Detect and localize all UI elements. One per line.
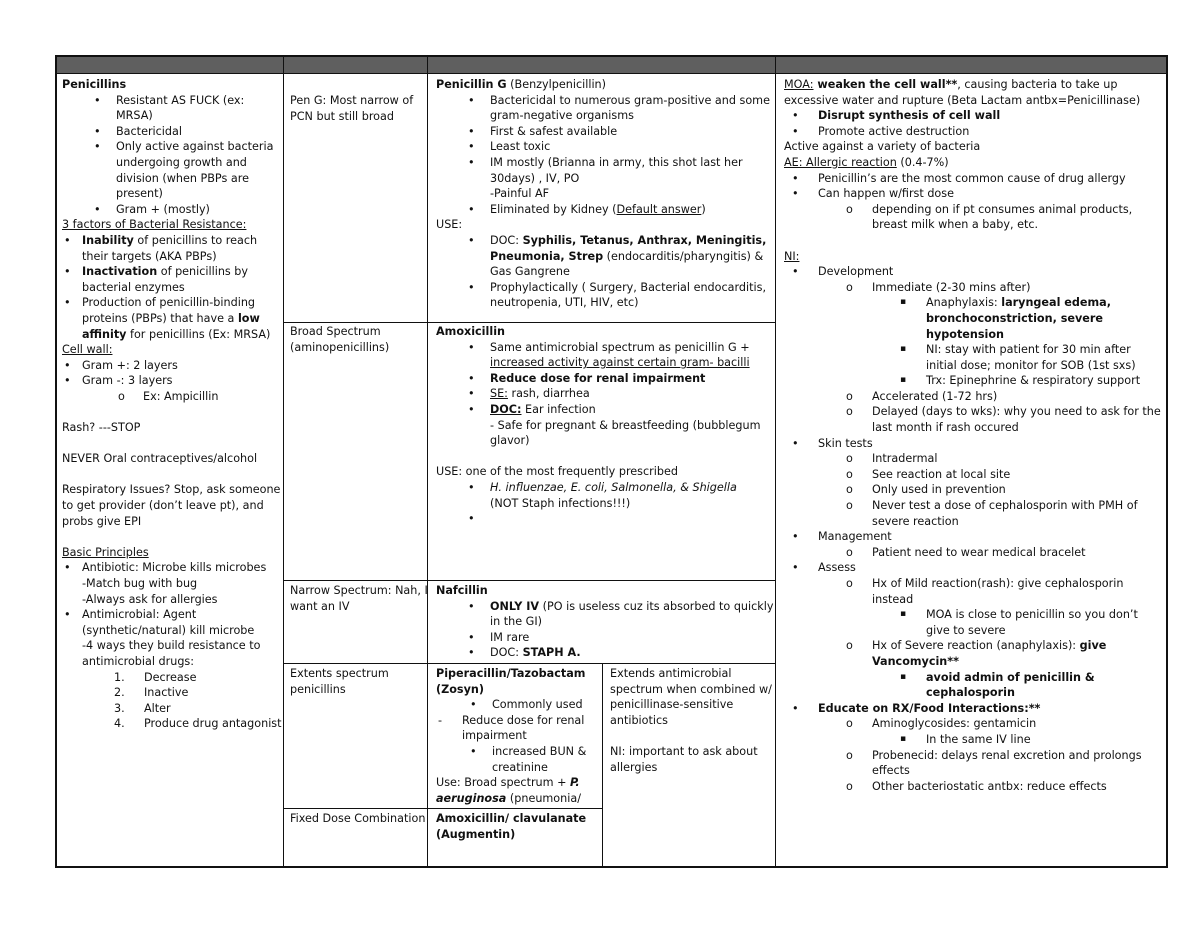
list-item: • Educate on RX/Food Interactions:** — [784, 701, 1164, 717]
row-label: Fixed Dose Combination — [290, 812, 426, 825]
amoxicillin-cell — [436, 324, 781, 579]
list-item: o Probenecid: delays renal excretion and prolongs effects — [784, 748, 1164, 779]
drug-title: Nafcillin — [436, 584, 488, 597]
list-item: o Hx of Mild reaction(rash): give cephalosporin instead — [784, 576, 1164, 607]
list-item: • SE: rash, diarrhea — [436, 386, 781, 402]
list-item: • Management — [784, 529, 1164, 545]
list-item: o Other bacteriostatic antbx: reduce effects — [784, 779, 1164, 795]
list-item: • Gram -: 3 layers — [62, 373, 282, 389]
table-header-bar — [57, 57, 1166, 74]
list-item: • ONLY IV (PO is useless cuz its absorbed to quickly in the GI) — [436, 599, 781, 630]
row-divider — [283, 580, 775, 581]
list-item: • Inability of penicillins to reach their targets (AKA PBPs) — [62, 233, 282, 264]
row-divider — [283, 808, 602, 809]
note-text: Extends antimicrobial spectrum when combined w/ penicillinase-sensitive antibiotics — [610, 667, 772, 727]
use-label: USE: — [436, 218, 463, 232]
extents-label-cell — [290, 666, 428, 697]
list-item: • Gram + (mostly) — [62, 202, 282, 218]
list-item: ▪ Anaphylaxis: laryngeal edema, bronchoconstriction, severe hypotension — [784, 295, 1164, 342]
list-item: • IM rare — [436, 630, 781, 646]
list-item: o Never test a dose of cephalosporin with PMH of severe reaction — [784, 498, 1164, 529]
drug-notes-table — [55, 55, 1168, 868]
penicillin-g-cell — [436, 77, 781, 321]
row-divider — [283, 322, 775, 323]
subheading: Cell wall: — [62, 343, 113, 357]
list-item: • DOC: Syphilis, Tetanus, Anthrax, Meningitis, Pneumonia, Strep (endocarditis/pharyngitis) & Gas Gangrene — [436, 233, 781, 280]
list-item: o Only used in prevention — [784, 482, 1164, 498]
note-text: Rash? ---STOP — [62, 421, 141, 435]
list-item: - Reduce dose for renal impairment — [436, 713, 606, 744]
moa-nursing-cell — [784, 77, 1164, 794]
row-label: Broad Spectrum (aminopenicillins) — [290, 325, 390, 354]
list-item: • DOC: Ear infection - Safe for pregnant & breastfeeding (bubblegum glavor) — [436, 402, 781, 449]
list-item: o Patient need to wear medical bracelet — [784, 545, 1164, 561]
list-item: • Antimicrobial: Agent (synthetic/natural) kill microbe -4 ways they build resistance to antimicrobial drugs: — [62, 607, 282, 669]
note-text: NEVER Oral contraceptives/alcohol — [62, 452, 258, 466]
piperacillin-cell — [436, 666, 606, 807]
list-item: • Eliminated by Kidney (Default answer) — [436, 202, 781, 218]
column-divider — [427, 57, 428, 866]
list-item: • increased BUN & creatinine — [436, 744, 606, 775]
list-item: o Ex: Ampicillin — [62, 389, 282, 405]
note-text: Active against a variety of bacteria — [784, 140, 981, 154]
list-item: ▪ In the same IV line — [784, 732, 1164, 748]
list-item: • Skin tests — [784, 436, 1164, 452]
row-label: Narrow Spectrum: Nah, I want an IV — [290, 584, 428, 613]
list-item: o depending on if pt consumes animal products, breast milk when a baby, etc. — [784, 202, 1164, 233]
pen-g-label-cell — [290, 93, 428, 124]
list-item: • Least toxic — [436, 139, 781, 155]
list-item: • Inactivation of penicillins by bacterial enzymes — [62, 264, 282, 295]
list-item: ▪ Trx: Epinephrine & respiratory support — [784, 373, 1164, 389]
list-item: ▪ MOA is close to penicillin so you don’t give to severe — [784, 607, 1164, 638]
list-item: o Hx of Severe reaction (anaphylaxis): give Vancomycin** — [784, 638, 1164, 669]
row-label: Extents spectrum penicillins — [290, 667, 389, 696]
drug-title: Penicillin G (Benzylpenicillin) — [436, 78, 607, 91]
list-item: • First & safest available — [436, 124, 781, 140]
list-item: • Reduce dose for renal impairment — [436, 371, 781, 387]
row-label: Pen G: Most narrow of PCN but still broad — [290, 94, 414, 123]
list-item: ▪ NI: stay with patient for 30 min after initial dose; monitor for SOB (1st sxs) — [784, 342, 1164, 373]
subheading: Basic Principles — [62, 545, 149, 559]
list-item: • Assess — [784, 560, 1164, 576]
list-item: • Only active against bacteria undergoing growth and division (when PBPs are present) — [62, 139, 282, 201]
list-item: • Same antimicrobial spectrum as penicillin G + increased activity against certain gram- bacilli — [436, 340, 781, 371]
list-item: • Gram +: 2 layers — [62, 358, 282, 374]
list-item: • Bactericidal — [62, 124, 282, 140]
numbered-item: 4. Produce drug antagonist — [114, 717, 282, 731]
fixed-dose-label-cell — [290, 811, 428, 827]
numbered-item: 2. Inactive — [114, 686, 189, 700]
list-item: • IM mostly (Brianna in army, this shot last her 30days) , IV, PO -Painful AF — [436, 155, 781, 202]
use-text: Use: Broad spectrum + P. aeruginosa (pneumonia/ — [436, 776, 581, 805]
nafcillin-cell — [436, 583, 781, 662]
section-title: Penicillins — [62, 78, 127, 91]
subheading: 3 factors of Bacterial Resistance: — [62, 218, 247, 232]
moa-text: MOA: weaken the cell wall**, causing bacteria to take up excessive water and rupture (Beta Lactam antbx=Penicillinase) — [784, 78, 1141, 107]
drug-title: Piperacillin/Tazobactam (Zosyn) — [436, 667, 586, 696]
list-item-empty — [436, 511, 781, 527]
list-item: • Commonly used — [436, 697, 606, 713]
penicillins-overview-cell — [62, 77, 282, 732]
list-item: • Bactericidal to numerous gram-positive and some gram-negative organisms — [436, 93, 781, 124]
numbered-item: 1. Decrease — [114, 670, 197, 684]
extends-spectrum-cell — [610, 666, 778, 775]
list-item: • DOC: STAPH A. — [436, 645, 781, 661]
list-item: • Prophylactically ( Surgery, Bacterial endocarditis, neutropenia, UTI, HIV, etc) — [436, 280, 781, 311]
drug-title: Amoxicillin/ clavulanate (Augmentin) — [436, 812, 587, 841]
list-item: o Accelerated (1-72 hrs) — [784, 389, 1164, 405]
list-item: • H. influenzae, E. coli, Salmonella, & Shigella (NOT Staph infections!!!) — [436, 480, 781, 511]
augmentin-cell — [436, 811, 606, 842]
numbered-item: 3. Alter — [114, 701, 171, 715]
row-divider — [283, 663, 775, 664]
list-item: o See reaction at local site — [784, 467, 1164, 483]
subheading: NI: — [784, 249, 800, 263]
list-item: • Antibiotic: Microbe kills microbes -Match bug with bug -Always ask for allergies — [62, 560, 282, 607]
list-item: o Aminoglycosides: gentamicin — [784, 716, 1164, 732]
list-item: o Delayed (days to wks): why you need to ask for the last month if rash occured — [784, 404, 1164, 435]
ae-heading: AE: Allergic reaction (0.4-7%) — [784, 155, 949, 169]
list-item: ▪ avoid admin of penicillin & cephalosporin — [784, 670, 1164, 701]
list-item: • Penicillin’s are the most common cause of drug allergy — [784, 171, 1164, 187]
note-text: Respiratory Issues? Stop, ask someone to get provider (don’t leave pt), and probs give EPI — [62, 483, 281, 528]
list-item: • Promote active destruction — [784, 124, 1164, 140]
list-item: • Can happen w/first dose — [784, 186, 1164, 202]
drug-title: Amoxicillin — [436, 325, 505, 338]
list-item: o Intradermal — [784, 451, 1164, 467]
list-item: • Resistant AS FUCK (ex: MRSA) — [62, 93, 282, 124]
list-item: • Production of penicillin-binding proteins (PBPs) that have a low affinity for penicillins (Ex: MRSA) — [62, 295, 282, 342]
list-item: • Disrupt synthesis of cell wall — [784, 108, 1164, 124]
note-text: NI: important to ask about allergies — [610, 744, 758, 774]
broad-spectrum-label-cell — [290, 324, 428, 355]
use-label: USE: one of the most frequently prescribed — [436, 465, 678, 479]
list-item: • Development — [784, 264, 1164, 280]
narrow-spectrum-label-cell — [290, 583, 428, 614]
list-item: o Immediate (2-30 mins after) — [784, 280, 1164, 296]
column-divider — [283, 57, 284, 866]
